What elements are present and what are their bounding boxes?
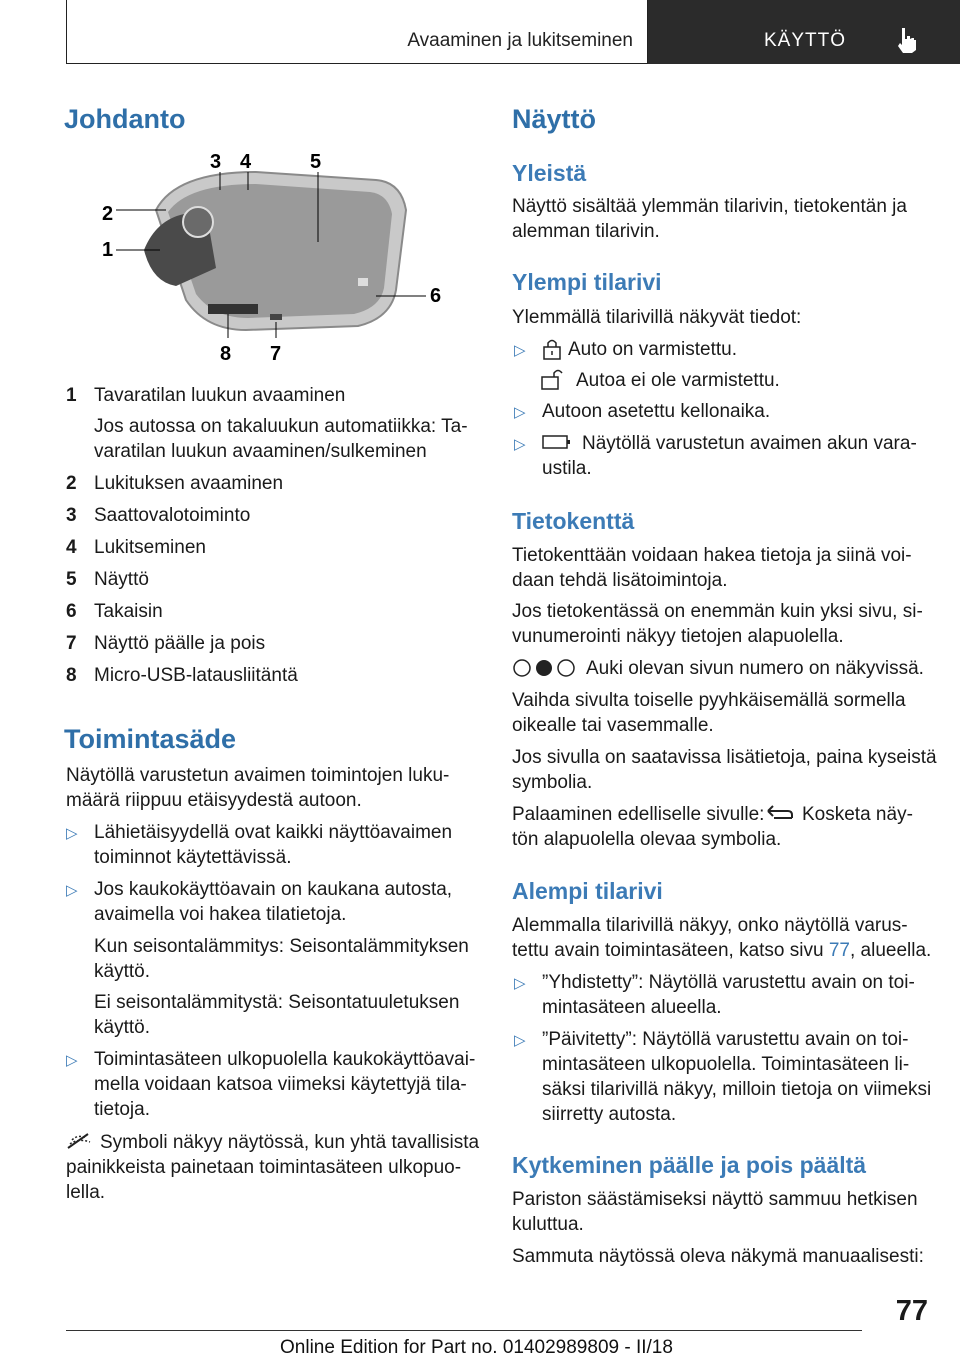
header-section-box xyxy=(66,0,648,64)
lower-item-line: siirretty autosta. xyxy=(542,1104,677,1125)
header-chapter-label: KÄYTTÖ xyxy=(764,30,847,51)
footer-edition: Online Edition for Part no. 01402989809 - II/18 xyxy=(280,1337,673,1358)
bullet-triangle-icon: ▷ xyxy=(66,825,78,842)
legend-num: 5 xyxy=(66,569,77,590)
figure-label-4: 4 xyxy=(240,151,252,173)
page-dots-icon xyxy=(512,658,578,678)
bullet-sub-line: käyttö. xyxy=(94,961,150,982)
battery-icon xyxy=(542,434,572,450)
bullet-line: Jos kaukokäyttöavain on kaukana autosta, xyxy=(94,879,453,900)
figure-label-2: 2 xyxy=(102,203,114,225)
upper-item: Auto on varmistettu. xyxy=(568,339,737,360)
legend-text: Saattovalotoiminto xyxy=(94,505,251,526)
symbol-note-line: Symboli näkyy näytössä, kun yhtä tavallisista xyxy=(100,1132,480,1153)
upper-item: Autoon asetettu kellonaika. xyxy=(542,401,771,422)
intro-heading: Johdanto xyxy=(64,104,186,134)
info-text: Jos sivulla on saatavissa lisätietoja, paina kyseistä xyxy=(512,747,937,768)
info-text: Vaihda sivulta toiselle pyyhkäisemällä sormella xyxy=(512,690,906,711)
lower-item-line: säksi tilarivillä näkyy, milloin tietoja on viimeksi xyxy=(542,1079,932,1100)
bullet-triangle-icon: ▷ xyxy=(514,436,526,453)
key-figure xyxy=(96,150,456,370)
upper-item: Näytöllä varustetun avaimen akun vara- xyxy=(582,433,917,454)
legend-text: varatilan luukun avaaminen/sulkeminen xyxy=(94,441,427,462)
info-text: Tietokenttään voidaan hakea tietoja ja siinä voi- xyxy=(512,545,912,566)
info-text: vunumerointi näkyy tietojen alapuolella. xyxy=(512,626,844,647)
bullet-triangle-icon: ▷ xyxy=(66,1052,78,1069)
legend-num: 1 xyxy=(66,385,77,406)
legend-text: Näyttö päälle ja pois xyxy=(94,633,266,654)
info-text: symbolia. xyxy=(512,772,593,793)
general-text: alemman tilarivin. xyxy=(512,221,660,242)
header-chapter-tab xyxy=(648,0,960,64)
switch-text: kuluttua. xyxy=(512,1214,584,1235)
bullet-triangle-icon: ▷ xyxy=(66,882,78,899)
general-text: Näyttö sisältää ylemmän tilarivin, tietokentän ja xyxy=(512,196,907,217)
legend-text: Lukitseminen xyxy=(94,537,206,558)
figure-label-8: 8 xyxy=(220,343,232,365)
bullet-line: tietoja. xyxy=(94,1099,150,1120)
bullet-line: toiminnot käytettävissä. xyxy=(94,847,292,868)
switch-text: Pariston säästämiseksi näyttö sammuu hetkisen xyxy=(512,1189,918,1210)
general-heading: Yleistä xyxy=(512,160,587,186)
bullet-triangle-icon: ▷ xyxy=(514,342,526,359)
switch-heading: Kytkeminen päälle ja pois päältä xyxy=(512,1152,867,1178)
info-text: oikealle tai vasemmalle. xyxy=(512,715,714,736)
info-text: Kosketa näy- xyxy=(802,804,913,825)
legend-num: 4 xyxy=(66,537,77,558)
bullet-line: Toimintasäteen ulkopuolella kaukokäyttöavai- xyxy=(94,1049,476,1070)
symbol-note-line: lella. xyxy=(66,1182,106,1203)
legend-text: Micro-USB-latausliitäntä xyxy=(94,665,298,686)
upper-bar-text: Ylemmällä tilarivillä näkyvät tiedot: xyxy=(512,307,802,328)
figure-label-3: 3 xyxy=(210,151,222,173)
bullet-line: mella voidaan katsoa viimeksi käytettyjä tila- xyxy=(94,1074,467,1095)
bullet-triangle-icon: ▷ xyxy=(514,1032,526,1049)
range-intro-line: määrä riippuu etäisyydestä autoon. xyxy=(66,790,362,811)
legend-num: 3 xyxy=(66,505,77,526)
info-text: Palaaminen edelliselle sivulle: xyxy=(512,804,765,825)
info-text: tön alapuolella olevaa symbolia. xyxy=(512,829,782,850)
bullet-line: Lähietäisyydellä ovat kaikki näyttöavaimen xyxy=(94,822,453,843)
lock-open-icon xyxy=(540,368,570,390)
display-heading: Näyttö xyxy=(512,104,597,134)
bullet-line: avaimella voi hakea tilatietoja. xyxy=(94,904,347,925)
lower-item-line: mintasäteen alueella. xyxy=(542,997,722,1018)
lower-item-line: mintasäteen ulkopuolella. Toimintasäteen li- xyxy=(542,1054,910,1075)
lock-closed-icon xyxy=(542,338,562,360)
figure-label-1: 1 xyxy=(102,239,114,261)
upper-item: ustila. xyxy=(542,458,592,479)
figure-label-6: 6 xyxy=(430,285,442,307)
header-section-title: Avaaminen ja lukitseminen xyxy=(407,30,633,51)
lower-text xyxy=(512,938,931,963)
upper-item: Autoa ei ole varmistettu. xyxy=(576,370,780,391)
bullet-sub-line: käyttö. xyxy=(94,1017,150,1038)
figure-label-5: 5 xyxy=(310,151,322,173)
bullet-triangle-icon: ▷ xyxy=(514,404,526,421)
symbol-note-line: painikkeista painetaan toimintasäteen ulkopuo- xyxy=(66,1157,462,1178)
info-text: Auki olevan sivun numero on näkyvissä. xyxy=(586,658,924,679)
legend-text: Jos autossa on takaluukun automatiikka: Ta- xyxy=(94,416,468,437)
figure-label-7: 7 xyxy=(270,343,282,365)
out-of-range-icon xyxy=(66,1132,94,1150)
hand-touch-icon xyxy=(894,26,920,54)
legend-num: 7 xyxy=(66,633,77,654)
info-text: daan tehdä lisätoimintoja. xyxy=(512,570,728,591)
back-arrow-icon xyxy=(766,804,794,824)
footer-divider xyxy=(66,1330,862,1331)
page-link[interactable]: 77 xyxy=(828,940,850,961)
switch-text: Sammuta näytössä oleva näkymä manuaalisesti: xyxy=(512,1246,924,1267)
bullet-sub-line: Kun seisontalämmitys: Seisontalämmityksen xyxy=(94,936,469,957)
info-text: Jos tietokentässä on enemmän kuin yksi sivu, si- xyxy=(512,601,923,622)
lower-text-part: tettu avain toimintasäteen, katso sivu xyxy=(512,940,824,961)
bullet-sub-line: Ei seisontalämmitystä: Seisontatuuletuksen xyxy=(94,992,460,1013)
lower-bar-heading: Alempi tilarivi xyxy=(512,878,663,904)
legend-text: Takaisin xyxy=(94,601,163,622)
legend-text: Tavaratilan luukun avaaminen xyxy=(94,385,346,406)
info-field-heading: Tietokenttä xyxy=(512,508,635,534)
lower-text-part: , alueella. xyxy=(849,940,932,961)
upper-bar-heading: Ylempi tilarivi xyxy=(512,269,662,295)
range-heading: Toimintasäde xyxy=(64,724,237,754)
bullet-triangle-icon: ▷ xyxy=(514,975,526,992)
legend-num: 8 xyxy=(66,665,77,686)
legend-text: Näyttö xyxy=(94,569,149,590)
lower-text: Alemmalla tilarivillä näkyy, onko näytöllä varus- xyxy=(512,915,908,936)
page-number: 77 xyxy=(895,1295,928,1327)
legend-num: 2 xyxy=(66,473,77,494)
lower-item-line: ”Päivitetty”: Näytöllä varustettu avain on toi- xyxy=(542,1029,909,1050)
range-intro-line: Näytöllä varustetun avaimen toimintojen luku- xyxy=(66,765,450,786)
legend-num: 6 xyxy=(66,601,77,622)
legend-text: Lukituksen avaaminen xyxy=(94,473,284,494)
lower-item-line: ”Yhdistetty”: Näytöllä varustettu avain on toi- xyxy=(542,972,915,993)
